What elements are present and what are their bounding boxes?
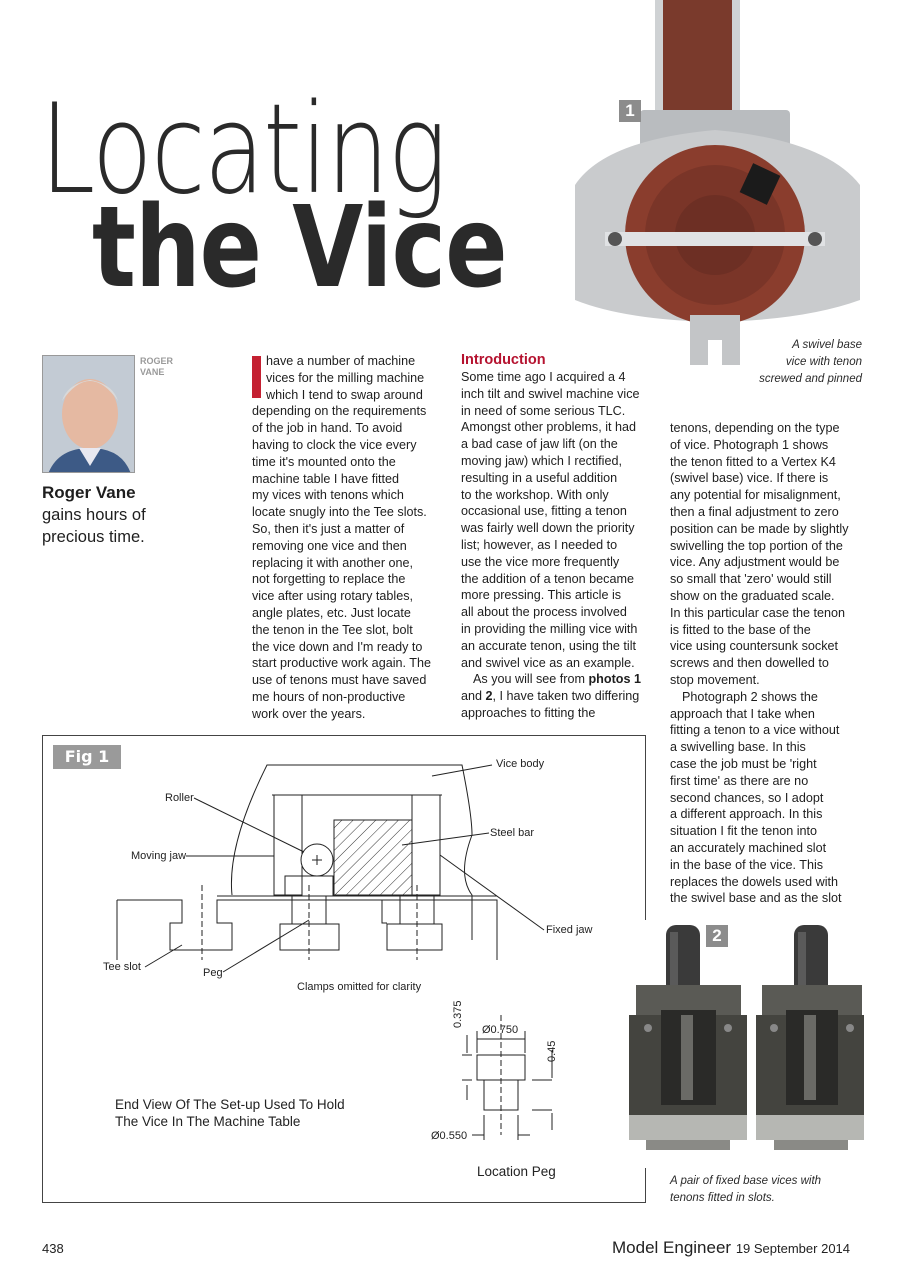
title-line-2: the Vice	[92, 183, 507, 313]
body-column-1: have a number of machine vices for the milling machine which I tend to swap around depending on the requirements of the job in hand. To avoid having to clock the vice every time it's mounted onto the machine table I have fitted my vices with tenons which locate snugly into the Tee slots. So, then it's just a matter of removing one vice and then replacing it with another one, not forgetting to replace the vice after using rotary tables, angle plates, etc. Just locate the tenon in the Tee slot, bolt the vice down and I'm ready to start productive work again. The use of tenons must have saved me hours of non-productive work over the years.	[252, 354, 431, 721]
body-column-3: tenons, depending on the type of vice. Photograph 1 shows the tenon fitted to a Vertex K4 (swivel base) vice. If there is any potential for misalignment, then a final adjustment to zero position can be made by slightly swivelling the top portion of the vice. Any adjustment would be so small that 'zero' would still show on the graduated scale. In this particular case the tenon is fitted to the base of the vice using countersunk socket screws and then dowelled to stop movement. Photograph 2 shows the approach that I take when fitting a tenon to a vice without a swivelling base. In this case the job must be 'right first time' as there are no second chances, so I adopt a different approach. In this situation I fit the tenon into an accurately machined slot in the base of the vice. This replaces the dowels used with the swivel base and as the slot	[670, 421, 849, 906]
label-moving-jaw: Moving jaw	[131, 850, 187, 862]
dim-dia-0-550: Ø0.550	[431, 1130, 468, 1142]
author-description: gains hours of precious time.	[42, 506, 146, 546]
location-peg-caption: Location Peg	[477, 1164, 556, 1179]
title-line-1: Locating	[40, 78, 446, 222]
photo-1-number: 1	[619, 100, 641, 122]
label-vice-body: Vice body	[496, 758, 545, 770]
author-name: Roger Vane	[42, 483, 136, 502]
author-tag: ROGER VANE	[140, 356, 174, 377]
label-fixed-jaw: Fixed jaw	[546, 924, 593, 936]
figure-label: Fig 1	[53, 745, 121, 769]
drop-cap	[252, 356, 261, 398]
dim-0-375: 0.375	[452, 1000, 464, 1028]
section-heading: Introduction	[461, 352, 546, 368]
label-roller: Roller	[165, 792, 194, 804]
photo-fixed-vices	[626, 920, 866, 1168]
photo-swivel-vice	[565, 0, 870, 372]
dim-0-45: 0.45	[546, 1040, 558, 1062]
page-number: 438	[42, 1241, 64, 1256]
photo-2-number: 2	[706, 925, 728, 947]
photo-2-caption: A pair of fixed base vices with tenons fitted in slots.	[670, 1175, 822, 1204]
label-peg: Peg	[203, 967, 223, 979]
photo-1-caption: A swivel base vice with tenon screwed and pinned	[759, 339, 862, 385]
label-clamps-note: Clamps omitted for clarity	[297, 981, 422, 993]
magazine-footer: Model Engineer 19 September 2014	[612, 1238, 851, 1257]
dim-dia-0-750: Ø0.750	[482, 1024, 519, 1036]
label-tee-slot: Tee slot	[103, 961, 141, 973]
label-steel-bar: Steel bar	[490, 827, 535, 839]
figure-caption: End View Of The Set-up Used To Hold The Vice In The Machine Table	[115, 1097, 345, 1129]
author-photo	[42, 355, 135, 473]
body-column-2: Introduction Some time ago I acquired a 4 inch tilt and swivel machine vice in need of some serious TLC. Amongst other problems, it had a bad case of jaw lift (on the moving jaw) which I rectified, resulting in a useful addition to the workshop. With only occasional use, fitting a tenon was fairly well down the priority list; however, as I needed to use the vice more frequently the addition of a tenon became more pressing. This article is all about the process involved in providing the milling vice with an accurate tenon, using the tilt and swivel vice as an example. As you will see from photos 1 and 2, I have taken two differing approaches to fitting the	[461, 352, 661, 722]
